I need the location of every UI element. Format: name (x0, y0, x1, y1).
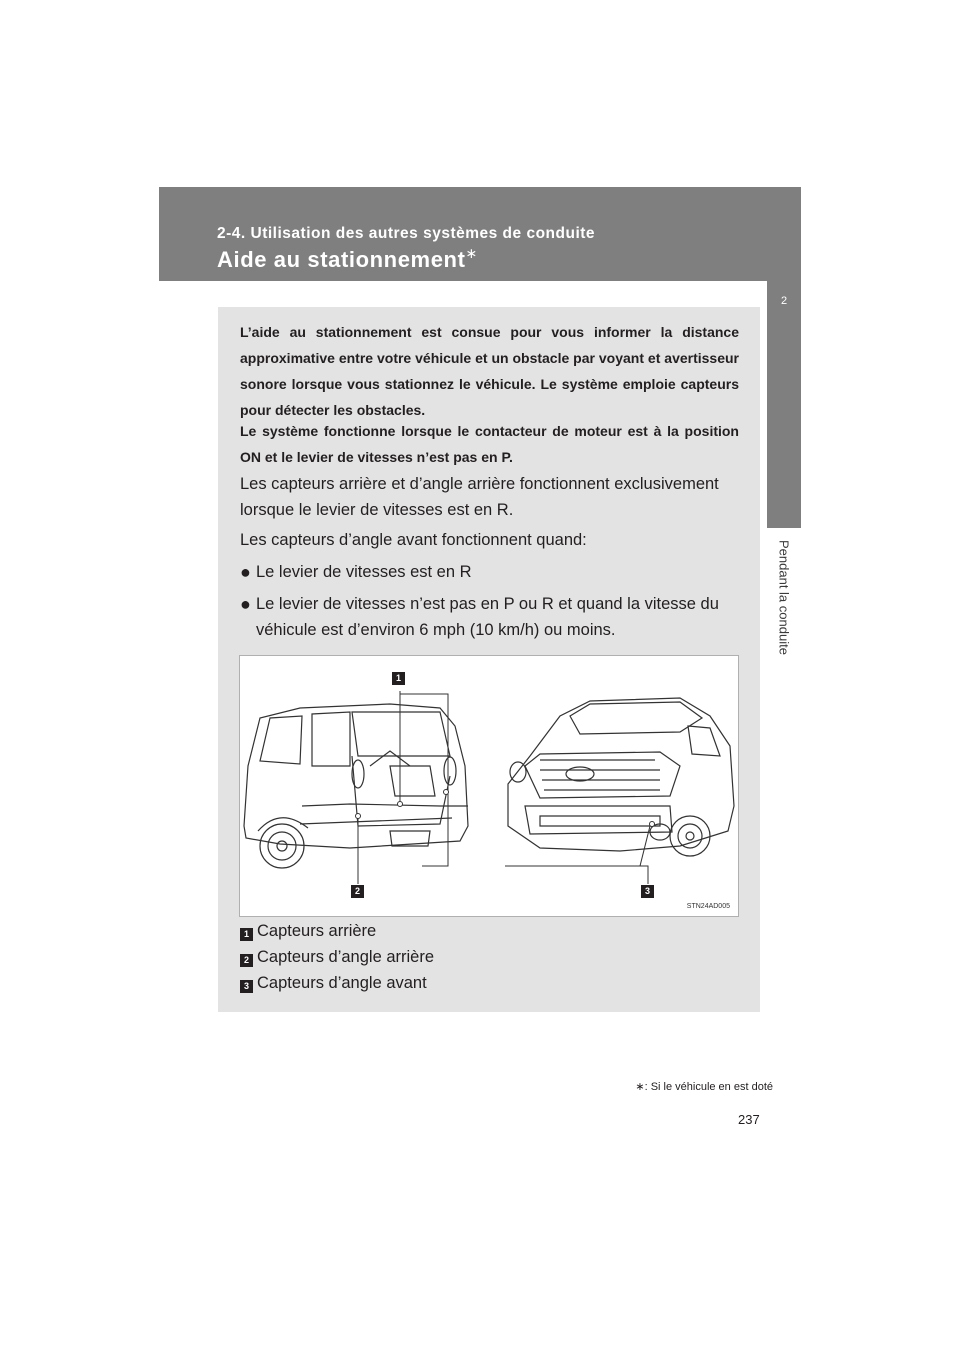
footnote (635, 1080, 773, 1093)
legend-label: Capteurs d’angle arrière (257, 948, 435, 966)
intro-paragraph-1: L’aide au stationnement est consue pour vous informer la distance approximative entre votre véhicule et un obstacle par voyant et avertisseur sonore lorsque vous stationnez le véhicule. Le système emploie capteurs pour détecter les obstacles. (240, 324, 739, 418)
legend-item (240, 920, 376, 942)
body-paragraph-1: Les capteurs arrière et d’angle arrière fonctionnent exclusivement lorsque le levier de vitesses est en R. (240, 475, 719, 519)
legend-item (240, 946, 434, 968)
legend-marker: 3 (240, 980, 253, 993)
bullet-text: Le levier de vitesses n’est pas en P ou R et quand la vitesse du véhicule est d’environ 6 mph (10 km/h) ou moins. (256, 595, 719, 639)
bullet-icon: ● (240, 594, 251, 614)
legend-marker: 2 (240, 954, 253, 967)
page-title-text: Aide au stationnement (217, 247, 466, 272)
legend-label: Capteurs d’angle avant (257, 974, 427, 992)
chapter-label: Pendant la conduite (776, 540, 792, 655)
callout-marker: 2 (351, 885, 364, 898)
legend-label: Capteurs arrière (257, 922, 377, 940)
page-title (217, 247, 478, 273)
bullet-item (240, 591, 739, 643)
callout-marker: 1 (392, 672, 405, 685)
chapter-number: 2 (780, 295, 788, 307)
vehicle-drawing (240, 656, 738, 916)
legend-marker: 1 (240, 928, 253, 941)
footnote-mark: ∗ (635, 1081, 645, 1093)
page-number: 237 (738, 1112, 760, 1127)
section-title: 2-4. Utilisation des autres systèmes de conduite (217, 225, 596, 242)
intro-paragraph-2: Le système fonctionne lorsque le contacteur de moteur est à la position ON et le levier de vitesses n’est pas en P. (240, 423, 739, 465)
footnote-text: : Si le véhicule en est doté (644, 1081, 773, 1093)
bullet-icon: ● (240, 562, 251, 582)
chapter-header (159, 187, 801, 281)
callout-marker: 3 (641, 885, 654, 898)
content-panel (218, 307, 760, 1012)
illustration-code: STN24AD005 (686, 903, 730, 910)
legend-item (240, 972, 427, 994)
bullet-item (240, 559, 739, 585)
optional-equipment-mark: ∗ (465, 245, 478, 261)
sensor-location-illustration (239, 655, 739, 917)
bullet-text: Le levier de vitesses est en R (256, 563, 472, 581)
body-paragraph-2: Les capteurs d’angle avant fonctionnent quand: (240, 531, 587, 549)
chapter-side-tab (767, 280, 801, 528)
